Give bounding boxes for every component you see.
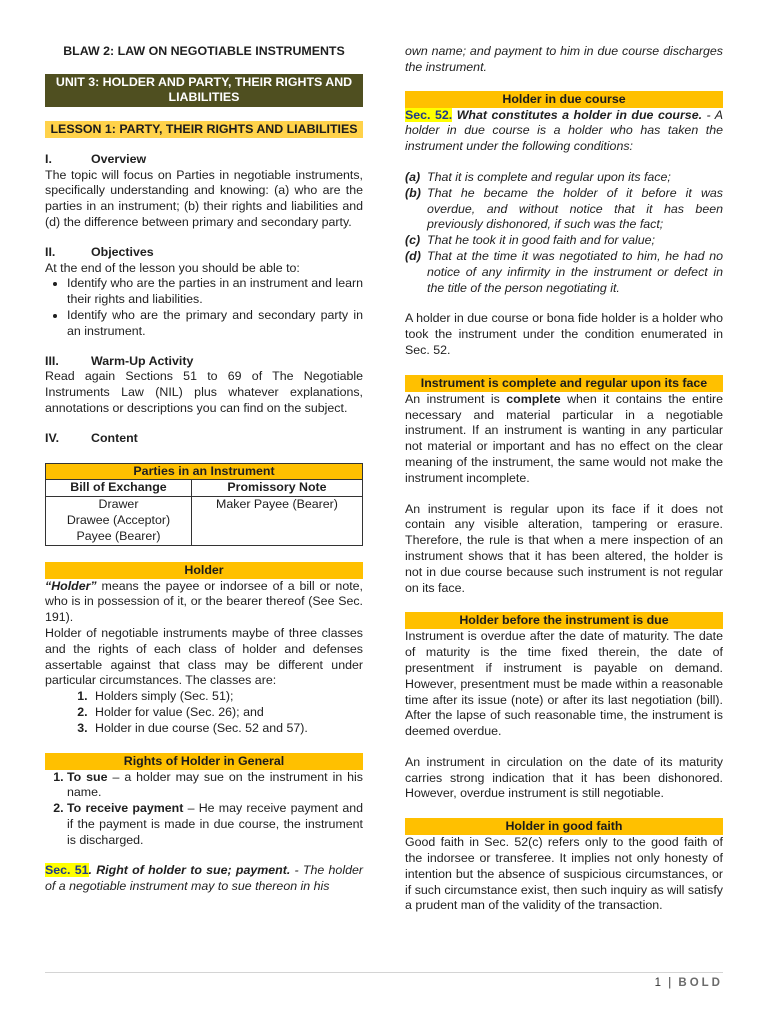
before-due-paragraph: Instrument is overdue after the date of maturity. The date of maturity is the time fixed therein, the date of presentment if instrument is payable on demand. However, presentment must be made within a reasonable time after its issue (note) or after its last negotiation (bill). After the lapse of such reasonable time, the instrument is deemed overdue. [405, 629, 723, 739]
parties-note-cell [191, 497, 362, 545]
condition-item [405, 170, 723, 186]
content-heading [45, 431, 363, 447]
condition-label: (b) [405, 185, 421, 200]
overview-text: The topic will focus on Parties in negotiable instruments, specifically understanding and knowing: (a) who are the parties in an instrument; (b) their rights and liabilities and (d) the difference between primary and secondary party. [45, 167, 363, 229]
objectives-intro: At the end of the lesson you should be able to: [45, 260, 300, 275]
objective-item: • Identify who are the primary and secondary party in an instrument. [67, 308, 363, 340]
objectives-heading [45, 245, 363, 261]
objective-item: • Identify who are the parties in an instrument and learn their rights and liabilities. [67, 276, 363, 308]
footer-separator: | [668, 977, 674, 989]
overview-title: Overview [91, 151, 147, 166]
sec52-title: What constitutes a holder in due course. [452, 107, 703, 122]
bona-fide-text: A holder in due course or bona fide holder is a holder who took the instrument under the condition enumerated in Sec. 52. [405, 311, 723, 357]
sec52-paragraph [405, 108, 723, 155]
sec51-paragraph [45, 863, 363, 895]
condition-text: That he took it in good faith and for value; [427, 233, 655, 248]
complete-text-b: when it contains the entire necessary and material particular in a negotiable instrument. If an instrument is wanting in any particular not material or important and has no effect on the clear meaning of the instrument, the same would not make the instrument incomplete. [405, 391, 723, 485]
overview-number: I. [45, 151, 52, 166]
condition-label: (c) [405, 233, 421, 248]
footer-brand: BOLD [678, 977, 723, 989]
condition-text: That he became the holder of it before it was overdue, and without notice that it has been previously dishonored, if such was the fact; [427, 185, 723, 232]
overview-heading [45, 152, 363, 168]
right-column [405, 44, 723, 914]
rights-text: – a holder may sue on the instrument in his name. [67, 769, 364, 800]
holder-definition-text: means the payee or indorsee of a bill or note, who is in possession of it, or the bearer thereof (See Sec. 191). [45, 578, 363, 625]
complete-text-a: An instrument is [405, 391, 507, 406]
content-number: IV. [45, 430, 60, 445]
condition-item [405, 186, 723, 233]
condition-text: That it is complete and regular upon its face; [427, 169, 671, 184]
sec51-continuation: own name; and payment to him in due course discharges the instrument. [405, 44, 723, 74]
conditions-list [405, 170, 723, 296]
holder-class-item: 2. Holder for value (Sec. 26); and [91, 705, 363, 721]
document-title: BLAW 2: LAW ON NEGOTIABLE INSTRUMENTS [63, 44, 345, 58]
warmup-title: Warm-Up Activity [91, 353, 194, 368]
note-party: Maker Payee (Bearer) [216, 497, 338, 512]
rights-list [45, 770, 363, 849]
warmup-number: III. [45, 353, 59, 368]
rights-term: To receive payment [67, 801, 184, 816]
warmup-text: Read again Sections 51 to 69 of The Negotiable Instruments Law (NIL) plus whatever explanations, annotations or descriptions you can find on the subject. [45, 369, 363, 415]
sec52-label: Sec. 52. [405, 107, 453, 122]
circulation-paragraph: An instrument in circulation on the date of its maturity carries strong indication that it has been dishonored. However, overdue instrument is still negotiable. [405, 754, 723, 801]
parties-header-note: Promissory Note [191, 480, 362, 497]
hidc-heading: Holder in due course [405, 91, 723, 108]
complete-paragraph [405, 392, 723, 487]
objectives-title: Objectives [91, 244, 154, 259]
bill-party: Drawee (Acceptor) [66, 512, 171, 527]
condition-item [405, 233, 723, 249]
parties-table [45, 463, 363, 546]
sec52-text: - A holder in due course is a holder who has taken the instrument under the following conditions: [405, 107, 723, 154]
page-footer [655, 976, 723, 992]
page-number: 1 [654, 977, 663, 989]
parties-bill-cell [46, 497, 192, 545]
footer-divider [45, 972, 723, 973]
good-faith-heading: Holder in good faith [405, 818, 723, 835]
rights-text: – He may receive payment and if the payment is made in due course, the instrument is discharged. [67, 801, 364, 847]
before-due-heading: Holder before the instrument is due [405, 612, 723, 629]
condition-item [405, 249, 723, 296]
holder-heading: Holder [45, 562, 363, 579]
objectives-list [45, 276, 363, 339]
holder-term: “Holder” [45, 578, 97, 593]
holder-class-item: 3. Holder in due course (Sec. 52 and 57). [91, 721, 363, 737]
content-title: Content [91, 430, 138, 445]
rights-item [67, 801, 363, 848]
rights-item [67, 770, 363, 802]
bill-party: Drawer [98, 497, 139, 512]
good-faith-paragraph: Good faith in Sec. 52(c) refers only to the good faith of the indorsee or transferee. It implies not only honesty of intention but the absence of suspicious circumstances, or if such circumstance exist, then such inquiry as will satisfy a prudent man of the validity of the transaction. [405, 835, 723, 913]
holder-class-item: 1. Holders simply (Sec. 51); [91, 689, 363, 705]
complete-heading: Instrument is complete and regular upon its face [405, 375, 723, 392]
holder-definition [45, 579, 363, 626]
objectives-number: II. [45, 244, 56, 259]
condition-label: (d) [405, 248, 421, 263]
regular-paragraph: An instrument is regular upon its face if it does not contain any visible alteration, tampering or erasure. Therefore, the rule is that when a mere inspection of an instrument shows that it has been altered, the holder is not in due course because such instrument is not regular on its face. [405, 501, 723, 595]
sec51-title: . Right of holder to sue; payment. [88, 863, 291, 878]
left-column [45, 44, 363, 895]
parties-table-caption: Parties in an Instrument [46, 463, 363, 480]
complete-term: complete [506, 391, 561, 406]
rights-heading: Rights of Holder in General [45, 753, 363, 770]
rights-term: To sue [67, 769, 108, 784]
condition-text: That at the time it was negotiated to him, he had no notice of any infirmity in the instrument or defect in the title of the person negotiating it. [427, 248, 723, 295]
unit-banner: UNIT 3: HOLDER AND PARTY, THEIR RIGHTS AND LIABILITIES [45, 74, 363, 107]
condition-label: (a) [405, 169, 421, 184]
holder-classes-list [45, 689, 363, 736]
sec51-label: Sec. 51 [45, 863, 89, 878]
lesson-banner: LESSON 1: PARTY, THEIR RIGHTS AND LIABILITIES [45, 121, 363, 138]
holder-classes-text: Holder of negotiable instruments maybe of three classes and the rights of each class of holder and defenses assertable against that class may be different under particular circumstances. The classes are: [45, 625, 363, 688]
warmup-heading [45, 354, 363, 370]
parties-header-bill: Bill of Exchange [46, 480, 192, 497]
bill-party: Payee (Bearer) [76, 528, 161, 543]
sec51-text: - The holder of a negotiable instrument may to sue thereon in his [45, 863, 363, 894]
